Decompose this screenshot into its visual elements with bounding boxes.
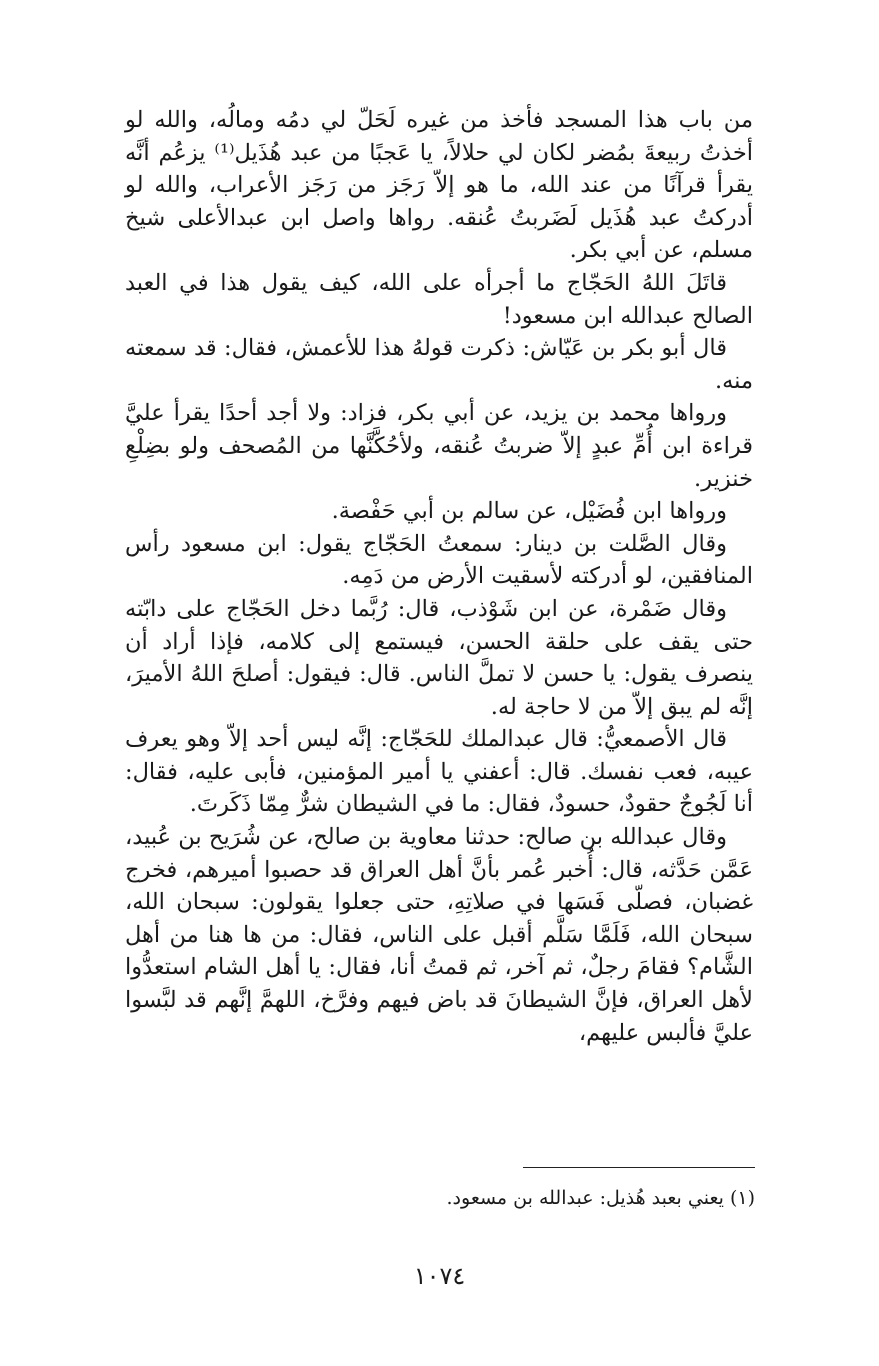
paragraph-7: وقال ضَمْرة، عن ابن شَوْذب، قال: رُبَّما دخل الحَجّاج على دابّته حتى يقف على حلقة الحسن، فيستمع إلى كلامه، فإذا أراد أن ينصرف يقول: يا حسن لا تملَّ الناس. قال: فيقول: أصلحَ اللهُ الأميرَ، إنَّه لم يبق إلاّ من لا حاجة له. xyxy=(125,595,753,720)
paragraph-2: قاتَلَ اللهُ الحَجّاج ما أجرأه على الله، كيف يقول هذا في العبد الصالح عبدالله ابن مسعود! xyxy=(125,269,753,329)
paragraph-8: قال الأصمعيُّ: قال عبدالملك للحَجّاج: إنَّه ليس أحد إلاّ وهو يعرف عيبه، فعب نفسك. قال: أعفني يا أمير المؤمنين، فأبى عليه، فقال: أنا لَجُوجٌ حقودٌ، حسودٌ، فقال: ما في الشيطان شرٌّ مِمّا ذَكَرتَ. xyxy=(125,726,753,818)
page-number: ١٠٧٤ xyxy=(413,1262,466,1290)
paragraph-3: قال أبو بكر بن عَيّاش: ذكرت قولهُ هذا للأعمش، فقال: قد سمعته منه. xyxy=(125,335,753,394)
paragraph-9: وقال عبدالله بن صالح: حدثنا معاوية بن صالح، عن شُرَيح بن عُبيد، عَمَّن حَدَّثه، قال: أُخبر عُمر بأنَّ أهل العراق قد حصبوا أميرهم، فخرج غضبان، فصلّى فَسَها في صلاتِهِ، حتى جعلوا يقولون: سبحان الله، سبحان الله، فَلَمَّا سَلَّم أقبل على الناس، فقال: من ها هنا من أهل الشَّام؟ فقامَ رجلٌ، ثم آخر، ثم قمتُ أنا، فقال: يا أهل الشام استعدُّوا لأهل العراق، فإنَّ الشيطانَ قد باض فيهم وفرَّخ، اللهمَّ إنَّهم قد لبَّسوا عليَّ فألبس عليهم، xyxy=(125,824,753,1046)
paragraph-1: من باب هذا المسجد فأخذ من غيره لَحَلّ لي دمُه ومالُه، والله لو أخذتُ ربيعةَ بمُضر لكان لي حلالاً، يا عَجبًا من عبد هُذَيل⁽¹⁾ يزعُم أنَّه يقرأ قرآنًا من عند الله، ما هو إلاّ رَجَز من رَجَز الأعراب، والله لو أدركتُ عبد هُذَيل لَضَربتُ عُنقه. رواها واصل ابن عبدالأعلى شيخ مسلم، عن أبي بكر. xyxy=(125,107,754,264)
paragraph-4: ورواها محمد بن يزيد، عن أبي بكر، فزاد: ولا أجد أحدًا يقرأ عليَّ قراءة ابن أُمِّ عبدٍ إلاّ ضربتُ عُنقه، ولأحُكَّنَّها من المُصحف ولو بضِلْعِ خنزير. xyxy=(125,400,753,492)
footnote-divider xyxy=(523,1167,755,1168)
main-text xyxy=(125,104,753,1049)
paragraph-5: ورواها ابن فُضَيْل، عن سالم بن أبي حَفْصة. xyxy=(331,498,727,525)
paragraph-6: وقال الصَّلت بن دينار: سمعتُ الحَجّاج يقول: ابن مسعود رأس المنافقين، لو أدركته لأسقيت الأرض من دَمِه. xyxy=(125,530,753,590)
footnote: (١) يعني بعبد هُذيل: عبدالله بن مسعود. xyxy=(446,1187,755,1209)
